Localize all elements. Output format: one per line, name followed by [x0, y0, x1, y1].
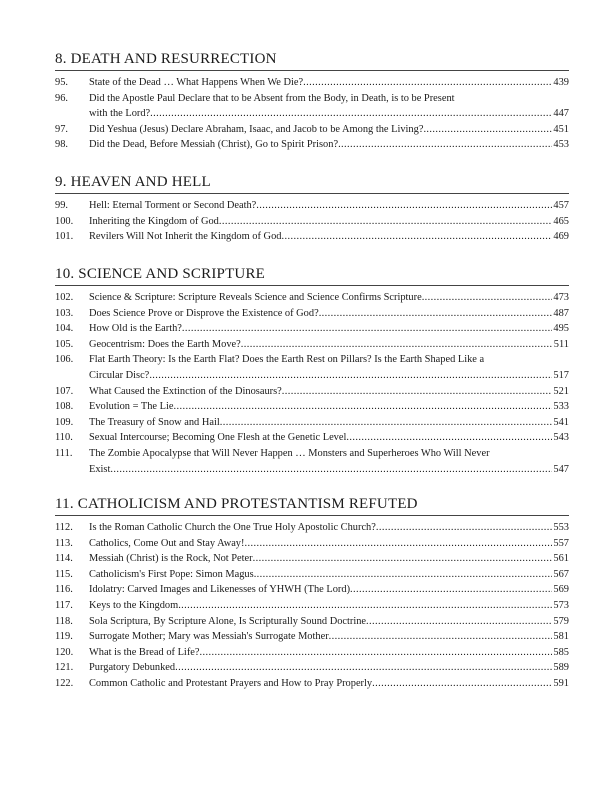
- toc-entry[interactable]: [55, 399, 569, 415]
- page-number: 591: [553, 677, 569, 689]
- page-number: 473: [553, 292, 569, 303]
- entry-body: [89, 645, 569, 661]
- entry-number: 112.: [55, 522, 73, 533]
- entry-number: 100.: [55, 215, 74, 227]
- page-number: 487: [553, 307, 569, 319]
- toc-entry[interactable]: [55, 598, 569, 614]
- entry-number: 114.: [55, 553, 73, 565]
- page-number: 557: [553, 537, 569, 549]
- section-heading: 11. CATHOLICISM AND PROTESTANTISM REFUTED: [55, 495, 569, 516]
- toc-entry[interactable]: [55, 676, 569, 692]
- toc-entry[interactable]: [55, 229, 569, 245]
- section-heading: 8. DEATH AND RESURRECTION: [55, 50, 569, 71]
- entry-title: The Treasury of Snow and Hail: [89, 416, 220, 428]
- toc-entry[interactable]: [55, 137, 569, 153]
- dot-leader: [329, 629, 553, 645]
- entry-line: [89, 520, 569, 536]
- entry-body: [89, 91, 569, 122]
- dot-leader: [219, 214, 553, 230]
- entry-title: Idolatry: Carved Images and Likenesses of YHWH (The Lord): [89, 584, 351, 596]
- dot-leader: [244, 536, 552, 552]
- page-number: 547: [553, 463, 569, 475]
- toc-entry[interactable]: [55, 551, 569, 567]
- dot-leader: [200, 645, 553, 661]
- entry-line: [89, 368, 569, 384]
- toc-section: [55, 495, 569, 692]
- entry-title: Did the Dead, Before Messiah (Christ), Go to Spirit Prison?: [89, 139, 339, 151]
- page-number: 469: [553, 231, 569, 243]
- page-number: 569: [553, 584, 569, 596]
- entry-line: [89, 551, 569, 567]
- page-number: 581: [553, 631, 569, 643]
- entry-line: [89, 229, 569, 245]
- entry-body: [89, 198, 569, 214]
- section-entries: [55, 198, 569, 245]
- entry-title: What Caused the Extinction of the Dinosaurs?: [89, 385, 282, 397]
- entry-line: [89, 645, 569, 661]
- page-number: 517: [553, 369, 569, 381]
- page-number: 567: [553, 568, 569, 580]
- entry-number: 97.: [55, 123, 68, 135]
- toc-section: [55, 50, 569, 153]
- page-number: 543: [553, 432, 569, 444]
- dot-leader: [366, 614, 552, 630]
- entry-line: [89, 536, 569, 552]
- entry-body: [89, 229, 569, 245]
- section-entries: [55, 520, 569, 692]
- toc-entry[interactable]: [55, 536, 569, 552]
- section-entries: [55, 290, 569, 477]
- entry-number: 104.: [55, 323, 74, 335]
- page-number: 561: [553, 553, 569, 565]
- entry-line: [89, 122, 569, 138]
- entry-number: 111.: [55, 447, 73, 459]
- entry-body: [89, 598, 569, 614]
- entry-body: [89, 415, 569, 431]
- dot-leader: [175, 660, 552, 676]
- entry-number: 101.: [55, 231, 74, 243]
- toc-entry[interactable]: [55, 660, 569, 676]
- entry-title: Inheriting the Kingdom of God: [89, 215, 219, 227]
- entry-title-line: Did the Apostle Paul Declare that to be Absent from the Body, in Death, is to be Present: [89, 92, 455, 104]
- entry-body: [89, 629, 569, 645]
- entry-number: 96.: [55, 92, 68, 104]
- entry-title: with the Lord?: [89, 108, 151, 120]
- entry-title: Catholics, Come Out and Stay Away!: [89, 537, 245, 549]
- section-entries: [55, 75, 569, 153]
- dot-leader: [150, 106, 552, 122]
- entry-number: 99.: [55, 200, 68, 211]
- dot-leader: [241, 337, 553, 353]
- entry-title: Messiah (Christ) is the Rock, Not Peter: [89, 553, 253, 565]
- entry-body: [89, 214, 569, 230]
- entry-body: [89, 567, 569, 583]
- dot-leader: [282, 384, 553, 400]
- toc-entry[interactable]: [55, 415, 569, 431]
- toc-entry[interactable]: [55, 645, 569, 661]
- entry-title: Sexual Intercourse; Becoming One Flesh at the Genetic Level: [89, 432, 347, 444]
- entry-line: [89, 629, 569, 645]
- page-number: 533: [553, 401, 569, 413]
- dot-leader: [220, 415, 553, 431]
- page-number: 495: [553, 323, 569, 335]
- toc-section: [55, 265, 569, 477]
- entry-title: Exist: [89, 463, 111, 475]
- entry-body: [89, 352, 569, 383]
- toc-entry[interactable]: [55, 567, 569, 583]
- entry-body: [89, 614, 569, 630]
- entry-line: [89, 106, 569, 122]
- entry-body: [89, 122, 569, 138]
- entry-title-line: The Zombie Apocalypse that Will Never Happen … Monsters and Superheroes Who Will Never: [89, 447, 490, 459]
- page-number: 553: [553, 522, 569, 533]
- entry-number: 118.: [55, 615, 73, 627]
- entry-title: How Old is the Earth?: [89, 323, 182, 335]
- page-number: 439: [553, 77, 569, 88]
- entry-number: 115.: [55, 568, 73, 580]
- dot-leader: [254, 567, 553, 583]
- entry-number: 110.: [55, 432, 73, 444]
- page-number: 453: [553, 139, 569, 151]
- entry-line: [89, 384, 569, 400]
- entry-body: [89, 321, 569, 337]
- toc-entry[interactable]: [55, 446, 569, 477]
- entry-body: [89, 399, 569, 415]
- entry-line: [89, 582, 569, 598]
- section-heading: 9. HEAVEN AND HELL: [55, 173, 569, 194]
- entry-line: [89, 198, 569, 214]
- page-number: 573: [553, 599, 569, 611]
- entry-line: [89, 337, 569, 353]
- entry-line: [89, 321, 569, 337]
- entry-line: [89, 75, 569, 91]
- page-number: 465: [553, 215, 569, 227]
- toc-entry[interactable]: [55, 321, 569, 337]
- entry-title: Geocentrism: Does the Earth Move?: [89, 338, 241, 350]
- entry-body: [89, 306, 569, 322]
- entry-title: Purgatory Debunked: [89, 662, 176, 674]
- toc-entry[interactable]: [55, 75, 569, 91]
- entry-body: [89, 75, 569, 91]
- toc-entry[interactable]: [55, 198, 569, 214]
- entry-number: 106.: [55, 354, 74, 366]
- entry-title-line: Flat Earth Theory: Is the Earth Flat? Does the Earth Rest on Pillars? Is the Earth Shaped Like a: [89, 354, 485, 366]
- entry-number: 95.: [55, 77, 68, 88]
- entry-body: [89, 520, 569, 536]
- dot-leader: [376, 520, 553, 536]
- entry-title: State of the Dead … What Happens When We Die?: [89, 77, 304, 88]
- toc-entry[interactable]: [55, 582, 569, 598]
- dot-leader: [281, 229, 552, 245]
- dot-leader: [256, 198, 552, 214]
- toc-entry[interactable]: [55, 306, 569, 322]
- entry-number: 105.: [55, 338, 74, 350]
- page-number: 511: [553, 338, 569, 350]
- entry-title: Common Catholic and Protestant Prayers and How to Pray Properly: [89, 677, 373, 689]
- dot-leader: [178, 598, 552, 614]
- toc-entry[interactable]: [55, 614, 569, 630]
- entry-title: Revilers Will Not Inherit the Kingdom of God: [89, 231, 282, 243]
- entry-body: [89, 337, 569, 353]
- dot-leader: [423, 122, 552, 138]
- toc-entry[interactable]: [55, 122, 569, 138]
- entry-body: [89, 551, 569, 567]
- entry-line: [89, 399, 569, 415]
- entry-line: [89, 415, 569, 431]
- dot-leader: [182, 321, 552, 337]
- entry-title: Does Science Prove or Disprove the Existence of God?: [89, 307, 319, 319]
- entry-line: [89, 676, 569, 692]
- page-number: 521: [553, 385, 569, 397]
- entry-line: [89, 290, 569, 306]
- entry-title: What is the Bread of Life?: [89, 646, 200, 658]
- section-heading: 10. SCIENCE AND SCRIPTURE: [55, 265, 569, 286]
- entry-line: [89, 598, 569, 614]
- entry-body: [89, 582, 569, 598]
- entry-body: [89, 536, 569, 552]
- entry-line: [89, 567, 569, 583]
- entry-title: Hell: Eternal Torment or Second Death?: [89, 200, 257, 211]
- dot-leader: [110, 462, 552, 478]
- entry-title: Evolution = The Lie: [89, 401, 174, 413]
- page-number: 447: [553, 108, 569, 120]
- toc-entry[interactable]: [55, 430, 569, 446]
- entry-title: Is the Roman Catholic Church the One True Holy Apostolic Church?: [89, 522, 376, 533]
- entry-number: 121.: [55, 662, 74, 674]
- entry-number: 120.: [55, 646, 74, 658]
- dot-leader: [319, 306, 553, 322]
- toc-entry[interactable]: [55, 352, 569, 383]
- entry-line: [89, 462, 569, 478]
- entry-number: 122.: [55, 677, 74, 689]
- entry-line: [89, 614, 569, 630]
- toc-entry[interactable]: [55, 337, 569, 353]
- toc-entry[interactable]: [55, 214, 569, 230]
- entry-title: Circular Disc?: [89, 369, 150, 381]
- entry-body: [89, 660, 569, 676]
- toc-entry[interactable]: [55, 629, 569, 645]
- entry-number: 116.: [55, 584, 73, 596]
- entry-line: [89, 306, 569, 322]
- toc-entry[interactable]: [55, 384, 569, 400]
- entry-body: [89, 384, 569, 400]
- page-number: 585: [553, 646, 569, 658]
- entry-line: [89, 660, 569, 676]
- entry-number: 98.: [55, 139, 68, 151]
- entry-title: Science & Scripture: Scripture Reveals Science and Science Confirms Scripture: [89, 292, 422, 303]
- page-number: 589: [553, 662, 569, 674]
- dot-leader: [350, 582, 552, 598]
- entry-number: 117.: [55, 599, 73, 611]
- entry-title: Catholicism's First Pope: Simon Magus: [89, 568, 254, 580]
- dot-leader: [346, 430, 552, 446]
- dot-leader: [253, 551, 553, 567]
- entry-number: 119.: [55, 631, 73, 643]
- dot-leader: [149, 368, 552, 384]
- entry-number: 109.: [55, 416, 74, 428]
- entry-number: 102.: [55, 292, 74, 303]
- entry-title: Sola Scriptura, By Scripture Alone, Is Scripturally Sound Doctrine: [89, 615, 367, 627]
- entry-body: [89, 290, 569, 306]
- toc-entry[interactable]: [55, 520, 569, 536]
- entry-line: [89, 430, 569, 446]
- entry-number: 108.: [55, 401, 74, 413]
- dot-leader: [338, 137, 552, 153]
- entry-line: [89, 137, 569, 153]
- entry-title: Keys to the Kingdom: [89, 599, 179, 611]
- dot-leader: [372, 676, 552, 692]
- entry-line: [89, 214, 569, 230]
- page-number: 451: [553, 123, 569, 135]
- dot-leader: [303, 75, 552, 91]
- dot-leader: [422, 290, 553, 306]
- toc-entry[interactable]: [55, 290, 569, 306]
- entry-body: [89, 430, 569, 446]
- entry-body: [89, 446, 569, 477]
- page-number: 541: [553, 416, 569, 428]
- entry-title: Surrogate Mother; Mary was Messiah's Surrogate Mother: [89, 631, 329, 643]
- entry-body: [89, 676, 569, 692]
- entry-number: 107.: [55, 385, 74, 397]
- entry-number: 113.: [55, 537, 73, 549]
- entry-body: [89, 137, 569, 153]
- dot-leader: [173, 399, 552, 415]
- toc-entry[interactable]: [55, 91, 569, 122]
- page-number: 579: [553, 615, 569, 627]
- entry-number: 103.: [55, 307, 74, 319]
- entry-title: Did Yeshua (Jesus) Declare Abraham, Isaac, and Jacob to be Among the Living?: [89, 123, 424, 135]
- page-number: 457: [553, 200, 569, 211]
- toc-section: [55, 173, 569, 245]
